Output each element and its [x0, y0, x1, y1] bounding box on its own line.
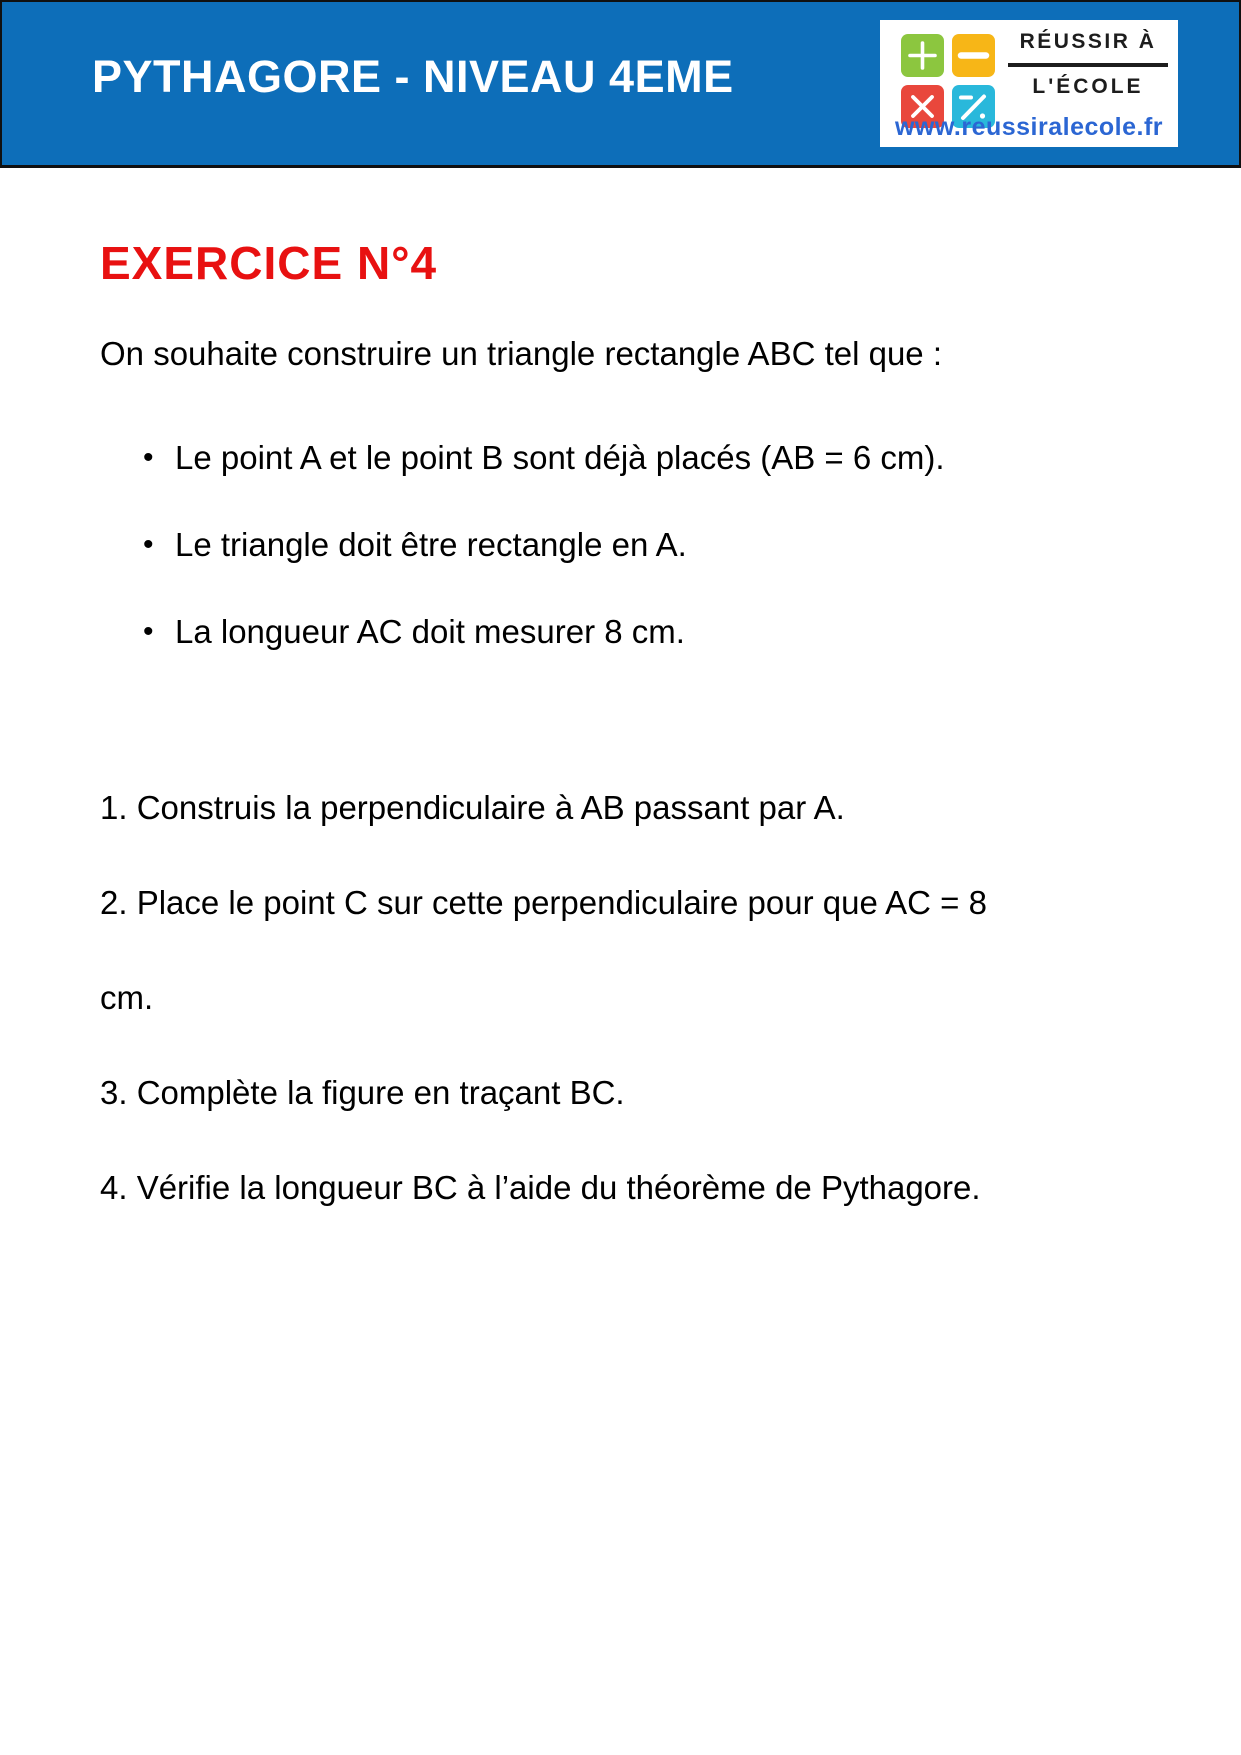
step-line: 3. Complète la figure en traçant BC.	[100, 1074, 625, 1111]
website-link[interactable]: www.reussiralecole.fr	[894, 113, 1164, 141]
condition-text: Le triangle doit être rectangle en A.	[175, 526, 687, 563]
minus-icon	[952, 34, 995, 77]
step-line: 4. Vérifie la longueur BC à l’aide du théorème de Pythagore.	[100, 1169, 981, 1206]
brand-text	[1008, 30, 1168, 99]
conditions-list	[100, 439, 1151, 651]
list-item	[100, 613, 1151, 651]
condition-text: La longueur AC doit mesurer 8 cm.	[175, 613, 685, 650]
bullet-icon: •	[143, 441, 154, 474]
brand-divider	[1008, 63, 1168, 67]
plus-icon	[901, 34, 944, 77]
page-title: PYTHAGORE - NIVEAU 4EME	[92, 51, 734, 102]
bullet-icon: •	[143, 615, 154, 648]
header-banner	[0, 0, 1241, 168]
brand-name-line2: L'ÉCOLE	[1032, 75, 1144, 98]
brand-name-line1: RÉUSSIR À	[1019, 30, 1157, 53]
list-item	[100, 526, 1151, 564]
step-line: cm.	[100, 979, 154, 1016]
step-line: 1. Construis la perpendiculaire à AB passant par A.	[100, 789, 845, 826]
intro-paragraph: On souhaite construire un triangle rectangle ABC tel que :	[100, 335, 942, 372]
condition-text: Le point A et le point B sont déjà placés (AB = 6 cm).	[175, 439, 945, 476]
exercise-content	[0, 168, 1241, 1264]
steps-list	[100, 789, 1151, 1207]
list-item	[100, 439, 1151, 477]
bullet-icon: •	[143, 528, 154, 561]
logo-reussir-a-lecole	[880, 20, 1178, 147]
exercise-heading: EXERCICE N°4	[100, 237, 438, 289]
step-line: 2. Place le point C sur cette perpendiculaire pour que AC = 8	[100, 884, 987, 921]
